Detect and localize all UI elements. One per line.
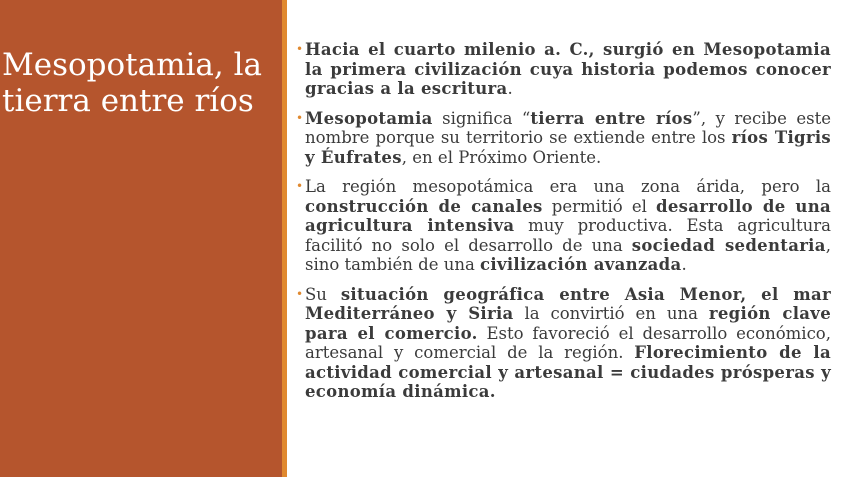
slide-title: Mesopotamia, la tierra entre ríos	[2, 47, 263, 119]
bullet-text-bold: construcción de canales	[305, 196, 543, 216]
bullet-text: .	[681, 255, 687, 274]
bullet-text: .	[507, 79, 513, 98]
bullet-dot-icon: •	[296, 110, 304, 125]
bullet-text-bold: Mesopotamia	[305, 108, 433, 128]
bullet-text: permitió el	[542, 196, 657, 216]
bullet-text-bold: región clave para el comercio.	[305, 304, 831, 343]
bullet-text-bold: ríos Tigris y Éufrates	[305, 128, 832, 167]
bullet-text: La región mesopotámica era una zona árida, pero la	[305, 177, 831, 196]
bullet-text: ”, y recibe este nombre porque su territorio se extiende entre los	[305, 108, 831, 147]
bullet-text: significa “	[432, 108, 531, 128]
bullet-text: , en el Próximo Oriente.	[401, 147, 602, 167]
accent-divider	[282, 0, 287, 477]
bullet-text: la convirtió en una	[513, 304, 709, 323]
bullet-text-bold: Hacia el cuarto milenio a. C., surgió en Mesopotamia la primera civilización cuya historia podemos conocer gracias a la escritura	[305, 40, 831, 98]
bullet-item	[296, 109, 831, 168]
bullet-text-bold: sociedad sedentaria	[631, 235, 826, 255]
bullet-dot-icon: •	[296, 179, 304, 193]
title-panel	[0, 0, 282, 477]
bullet-item	[296, 177, 831, 275]
bullet-list	[296, 40, 831, 412]
bullet-dot-icon: •	[296, 286, 304, 301]
bullet-text: Esto favoreció el desarrollo económico, artesanal y comercial de la región.	[305, 323, 831, 362]
bullet-text-bold: Florecimiento de la actividad comercial y artesanal = ciudades prósperas y economía dinámica.	[305, 343, 831, 401]
bullet-item	[296, 40, 831, 99]
bullet-text-bold: tierra entre ríos	[530, 108, 693, 128]
bullet-dot-icon: •	[296, 42, 304, 56]
bullet-text-bold: civilización avanzada	[480, 255, 682, 274]
bullet-text: Su	[305, 284, 341, 304]
bullet-text: muy productiva. Esta agricultura facilitó no solo el desarrollo de una	[305, 216, 832, 255]
bullet-item	[296, 285, 831, 402]
bullet-text-bold: situación geográfica entre Asia Menor, el mar Mediterráneo y Siria	[305, 284, 831, 323]
bullet-text-bold: desarrollo de una agricultura intensiva	[305, 196, 831, 235]
bullet-text: , sino también de una	[305, 235, 831, 274]
